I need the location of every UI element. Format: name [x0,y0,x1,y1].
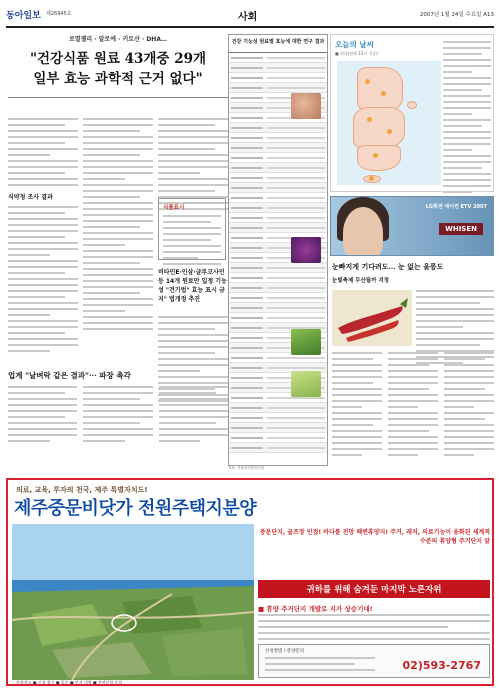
table-row [229,213,327,223]
contact-details [265,657,375,675]
table-row [229,123,327,133]
ad-selling-points: 중문단지, 골프장 인접! 바다를 전망 해변휴양지! 주거, 레저, 의료기능이 융화된 세계적 수준의 휴양형 주거단지 앞 [259,529,490,545]
masthead [6,6,494,28]
weather-panel [330,34,494,192]
table-subtitle [229,46,327,53]
newspaper-logo: 동아일보 [6,11,41,21]
table-row [229,203,327,213]
table-title: 건강 기능성 원료별 효능에 대한 연구 결과 [231,39,325,45]
jeju-land-ad[interactable] [6,478,494,686]
headline-line-2: 일부 효능 과학적 근거 없다" [33,71,203,87]
table-row [229,133,327,143]
ad-tagline: LG휘센 에어컨 ETV 2007 [425,204,487,210]
region-ulleungdo [407,101,417,109]
story-photo [332,290,412,346]
body-column-2 [83,118,153,334]
table-row [229,143,327,153]
ad-aerial-photo [12,524,254,680]
weather-subtitle: ■ 전국(관측 15시 기준) [335,51,378,56]
edition-number: 제26945호 [46,11,72,17]
secondary-headline: 비타민E·인삼·글루코사민 등 14개 원료만 일정 기능성 "건기법" 효능 표시 금지" 법개정 추진 [158,269,227,303]
contact-phone[interactable]: 02)593-2767 [402,659,481,672]
ad-footer: 분양장소 ■ 신청 접수 ■ 입주 ■ 단지 내역 ■ 잔여분양 문의 [16,680,123,685]
region-south [357,145,401,171]
ad-brand: WHISEN [439,223,483,235]
table-row [229,263,327,273]
headline-rule [8,97,228,98]
table-row [229,163,327,173]
story-kicker: 로열젤리 · 알로에 · 키토산 · DHA… [69,36,167,43]
air-conditioner-ad[interactable] [330,196,494,256]
ad-contact-box[interactable] [258,644,490,678]
bottom-body [8,386,228,446]
right-body [332,352,494,456]
table-row [229,283,327,293]
table-row [229,413,327,423]
table-row [229,83,327,93]
section-subhead: 식약청 조사 결과 [8,194,53,201]
table-row [229,73,327,83]
ad-topline: 의료, 교육, 투자의 천국, 제주 특별자치도! [16,486,148,494]
aerial-landscape-icon [12,524,254,680]
weather-forecast-text [443,41,491,197]
efficacy-table [228,34,328,466]
sun-icon [365,79,370,84]
story-subhead-wrap [332,276,494,288]
table-row [229,223,327,233]
table-row [229,313,327,323]
table-row [229,63,327,73]
table-row [229,153,327,163]
table-row [229,293,327,303]
table-row [229,273,327,283]
sun-icon [387,129,392,134]
sun-icon [381,91,386,96]
table-row [229,53,327,63]
table-row [229,193,327,203]
ulleungdo-story [332,262,494,276]
table-row [229,303,327,313]
table-row [229,433,327,443]
sun-icon [373,153,378,158]
body-column-1 [8,118,78,356]
main-story [8,34,228,470]
ulleungdo-subhead: 눈빛축제 무산될까 걱정 [332,278,389,284]
food-photo-4 [291,371,321,397]
ad-notice: ■ 휴양 주거단지 개발로 지가 상승기대! [258,605,373,613]
region-central [353,107,405,149]
table-row [229,443,327,453]
table-row [229,423,327,433]
sun-icon [369,176,374,181]
issue-date: 2007년 1월 24일 수요일 A13 [419,12,494,18]
ad-red-banner: 귀하를 위해 숨겨둔 마지막 노른자위 [258,580,490,598]
pepper-photo-icon [332,290,412,346]
info-box [158,198,226,260]
industry-reaction-headline: 업계 "날벼락 같은 결과"··· 파장 촉각 [8,371,131,380]
weather-map [337,61,441,185]
table-row [229,173,327,183]
ulleungdo-headline: 눈빠지게 기다려도… 눈 없는 울릉도 [332,262,444,271]
section-name: 사회 [238,12,258,23]
table-source: 자료: 식품의약품안전청 [228,466,265,470]
sun-icon [367,117,372,122]
info-box-title: 식품표시 [163,205,185,211]
food-photo-3 [291,329,321,355]
food-photo-2 [291,237,321,263]
table-row [229,183,327,193]
food-photo-1 [291,93,321,119]
story-headline [8,49,228,89]
region-north [357,67,403,111]
contact-label: 신청방법 / 분양문의 [265,649,305,654]
ad-headline: 제주중문비닷가 전원주택지분양 [14,498,257,519]
table-row [229,403,327,413]
weather-title: 오늘의 날씨 [335,40,374,49]
headline-line-1: "건강식품 원료 43개중 29개 [29,51,207,67]
model-face [343,207,383,256]
